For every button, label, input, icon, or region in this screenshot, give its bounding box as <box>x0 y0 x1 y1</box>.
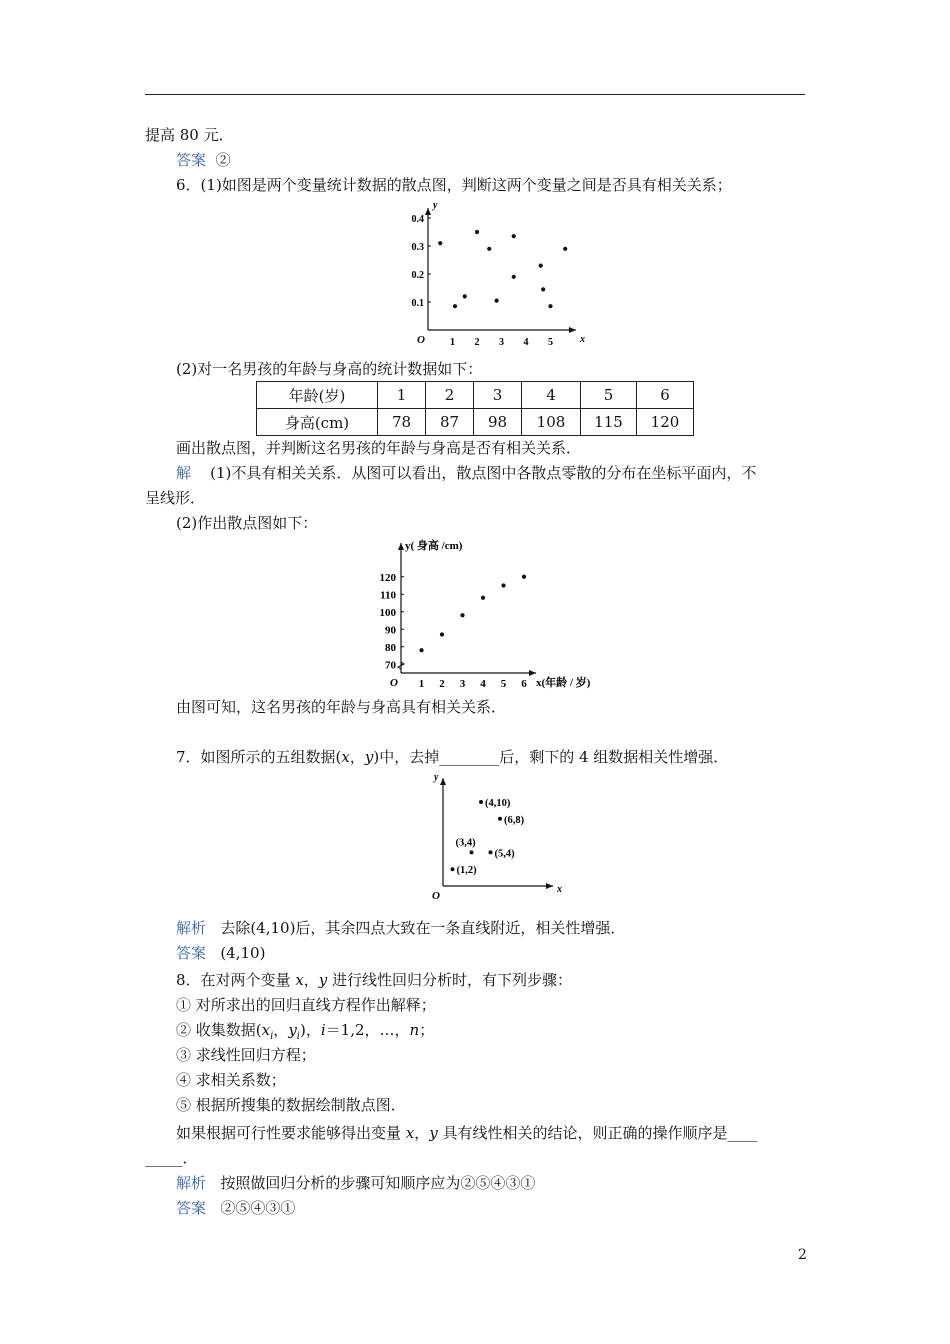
data-point <box>487 247 491 251</box>
y-tick-label: 90 <box>385 624 396 637</box>
table-cell: 年龄(岁) <box>257 382 378 409</box>
data-point <box>470 850 474 854</box>
answer-value: ② <box>215 151 231 169</box>
data-point <box>539 264 543 268</box>
header-rule <box>145 94 805 95</box>
table-cell: 6 <box>637 382 694 409</box>
q8-step-3: ③ 求线性回归方程； <box>176 1046 316 1064</box>
q7-text: ， <box>349 748 365 766</box>
subscript: i <box>270 1031 274 1042</box>
table-row <box>257 409 694 436</box>
scatter-chart-1 <box>398 200 588 350</box>
analysis-label: 解析 <box>176 1174 207 1192</box>
q8-text: )， <box>300 1021 321 1039</box>
solution-text: (1)不具有相关关系．从图可以看出，散点图中各散点零散的分布在坐标平面内，不 <box>210 464 757 482</box>
q7-question <box>176 747 728 767</box>
data-point <box>440 632 444 636</box>
table-cell: 1 <box>378 382 426 409</box>
data-label: (6,8) <box>504 814 525 826</box>
table-cell: 78 <box>378 409 426 436</box>
origin-label: O <box>390 677 398 689</box>
data-point <box>522 575 526 579</box>
var-n: n <box>409 1021 420 1039</box>
answer-5 <box>176 150 231 170</box>
data-point <box>438 241 442 245</box>
x-tick-label: 1 <box>450 337 455 348</box>
q8-answer <box>176 1198 295 1218</box>
q8-text: 8．在对两个变量 <box>176 971 296 989</box>
y-axis-arrow <box>440 778 446 785</box>
data-point <box>453 304 457 308</box>
data-point <box>460 613 464 617</box>
data-label: (5,4) <box>494 848 515 860</box>
line-top: 提高 80 元． <box>145 126 234 144</box>
x-axis-arrow <box>546 883 553 889</box>
y-tick-label: 0.1 <box>411 298 424 309</box>
q6-solution-1b: 呈线形． <box>145 489 206 507</box>
q8-text: ； <box>419 1021 435 1039</box>
table-cell: 108 <box>522 409 581 436</box>
x-tick-label: 2 <box>474 337 480 348</box>
q6-part3: 画出散点图，并判断这名男孩的年龄与身高是否有相关关系． <box>176 439 582 457</box>
data-point <box>463 294 467 298</box>
data-label: (3,4) <box>455 837 476 849</box>
table-cell: 98 <box>474 409 522 436</box>
q8-step-2 <box>176 1020 434 1047</box>
q7-analysis <box>176 918 625 938</box>
answer-value: (4,10) <box>220 944 266 962</box>
data-point <box>479 800 483 804</box>
q7-text: )中，去掉________后，剩下的 4 组数据相关性增强． <box>373 748 729 766</box>
answer-label: 答案 <box>176 944 207 962</box>
page-number: 2 <box>798 1247 807 1263</box>
q6-part2: (2)对一名男孩的年龄与身高的统计数据如下： <box>176 360 483 378</box>
x-tick-label: 4 <box>480 678 486 690</box>
table-cell: 120 <box>637 409 694 436</box>
answer-label: 答案 <box>176 1199 207 1217</box>
q8-text: ， <box>414 1124 430 1142</box>
x-axis-label: x <box>557 884 562 895</box>
x-tick-label: 6 <box>521 678 527 690</box>
var-x: x <box>295 971 304 989</box>
table-cell: 5 <box>581 382 637 409</box>
q8-step-5: ⑤ 根据所搜集的数据绘制散点图． <box>176 1096 406 1114</box>
x-tick-label: 5 <box>548 337 553 348</box>
var-x: x <box>341 748 350 766</box>
x-tick-label: 3 <box>459 678 466 690</box>
x-axis-label: x(年龄 / 岁) <box>536 677 591 689</box>
q6-part1: 6．(1)如图是两个变量统计数据的散点图，判断这两个变量之间是否具有相关关系； <box>176 176 732 194</box>
table-cell: 身高(cm) <box>257 409 378 436</box>
var-i: i <box>320 1021 326 1039</box>
y-axis-arrow <box>398 543 404 550</box>
data-point <box>541 287 545 291</box>
y-tick-label: 120 <box>379 571 396 584</box>
x-tick-label: 2 <box>439 678 445 690</box>
q8-prompt-cont: _____． <box>145 1149 198 1167</box>
y-axis-label: y <box>433 200 438 211</box>
y-axis-arrow <box>425 208 431 215</box>
y-tick-label: 0.2 <box>411 270 424 281</box>
q7-text: 7．如图所示的五组数据( <box>176 748 342 766</box>
origin-label: O <box>417 334 425 346</box>
q6-solution-2: (2)作出散点图如下： <box>176 514 318 532</box>
var-y: y <box>318 971 328 989</box>
q8-text: ＝1,2，…， <box>325 1021 410 1039</box>
y-axis-label: y( 身高 /cm) <box>405 540 463 552</box>
data-point <box>489 850 493 854</box>
q8-text: 如果根据可行性要求能够得出变量 <box>176 1124 406 1142</box>
var-y: y <box>288 1021 297 1039</box>
q8-prompt <box>176 1123 758 1143</box>
data-point <box>495 299 499 303</box>
y-tick-label: 70 <box>385 659 396 672</box>
table-cell: 2 <box>426 382 474 409</box>
q6-conclusion: 由图可知，这名男孩的年龄与身高具有相关关系． <box>176 698 507 716</box>
y-tick-label: 0.3 <box>411 242 424 253</box>
data-point <box>451 867 455 871</box>
q6-solution-1a <box>176 463 756 483</box>
scatter-chart-3 <box>428 770 568 910</box>
q8-text: 进行线性回归分析时，有下列步骤： <box>327 971 573 989</box>
data-point <box>512 234 516 238</box>
solution-label: 解 <box>176 464 192 482</box>
data-point <box>481 596 485 600</box>
answer-label: 答案 <box>176 151 207 169</box>
y-axis-label: y <box>434 772 439 783</box>
x-tick-label: 3 <box>499 337 504 348</box>
data-point <box>498 817 502 821</box>
scatter-chart-2 <box>368 535 618 695</box>
origin-label: O <box>432 890 440 902</box>
y-tick-label: 80 <box>385 641 396 654</box>
table-cell: 87 <box>426 409 474 436</box>
q8-text: ， <box>273 1021 289 1039</box>
data-point <box>419 648 423 652</box>
data-label: (1,2) <box>456 865 477 877</box>
table-cell: 4 <box>522 382 581 409</box>
y-tick-label: 110 <box>380 589 396 602</box>
age-height-table <box>256 381 694 436</box>
data-point <box>548 304 552 308</box>
q8-text: ， <box>303 971 319 989</box>
table-row <box>257 382 694 409</box>
var-x: x <box>261 1021 271 1039</box>
q8-question <box>176 970 572 990</box>
q8-analysis <box>176 1173 535 1193</box>
q7-answer <box>176 943 265 963</box>
analysis-label: 解析 <box>176 919 207 937</box>
x-axis-arrow <box>529 670 536 676</box>
data-point <box>475 230 479 234</box>
analysis-text: 去除(4,10)后，其余四点大致在一条直线附近，相关性增强． <box>220 919 626 937</box>
q8-text: 具有线性相关的结论，则正确的操作顺序是____ <box>437 1124 758 1142</box>
y-tick-label: 0.4 <box>411 214 424 225</box>
data-point <box>501 583 505 587</box>
y-tick-label: 100 <box>379 606 396 619</box>
table-cell: 115 <box>581 409 637 436</box>
table-cell: 3 <box>474 382 522 409</box>
subscript: i <box>296 1031 300 1042</box>
data-point <box>563 247 567 251</box>
q8-step-4: ④ 求相关系数； <box>176 1071 286 1089</box>
data-label: (4,10) <box>485 798 511 809</box>
answer-value: ②⑤④③① <box>220 1199 296 1217</box>
var-x: x <box>405 1124 415 1142</box>
x-axis-label: x <box>580 334 585 345</box>
var-y: y <box>429 1124 438 1142</box>
q8-text: ② 收集数据( <box>176 1021 262 1039</box>
x-tick-label: 1 <box>418 678 425 690</box>
q8-step-1: ① 对所求出的回归直线方程作出解释； <box>176 996 436 1014</box>
analysis-text: 按照做回归分析的步骤可知顺序应为②⑤④③① <box>220 1174 536 1192</box>
data-point <box>512 275 516 279</box>
var-y: y <box>364 748 374 766</box>
x-axis-arrow <box>569 327 576 333</box>
x-tick-label: 4 <box>523 337 529 348</box>
x-tick-label: 5 <box>500 678 507 690</box>
